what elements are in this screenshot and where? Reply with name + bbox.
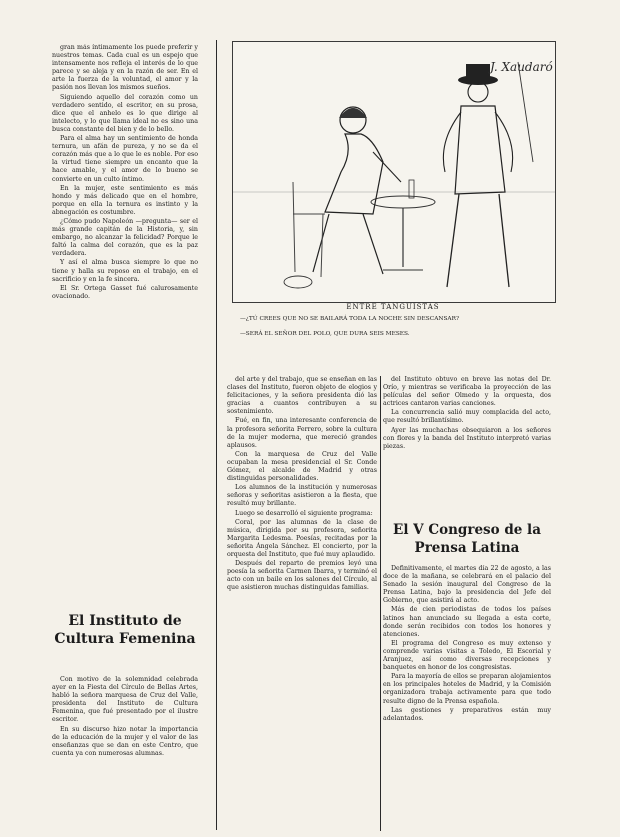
- cartoon-caption-line: —SERÁ EL SEÑOR DEL POLO, QUE DURA SEIS MESES.: [240, 331, 410, 337]
- paragraph: Más de cien periodistas de todos los países latinos han anunciado su llegada a esta corte, donde serán recibidos con todos los honores y atenciones.: [383, 606, 551, 638]
- paragraph: Los alumnos de la institución y numerosas señoras y señoritas asistieron a la fiesta, que resultó muy brillante.: [227, 484, 377, 508]
- paragraph: En su discurso hizo notar la importancia de la educación de la mujer y el valor de las enseñanzas que se dan en este Centro, que cuenta ya con numerosas alumnas.: [52, 725, 198, 757]
- paragraph: Y así el alma busca siempre lo que no tiene y halla su reposo en el trabajo, en el sacrificio y en la fe sincera.: [52, 259, 198, 283]
- paragraph: El Sr. Ortega Gasset fué calurosamente ovacionado.: [52, 284, 198, 300]
- cartoon-illustration: [232, 41, 556, 303]
- paragraph: Para el alma hay un sentimiento de honda ternura, un afán de pureza, y no se da el corazón más que a lo que le es noble. Por eso la virtud tiene siempre un encanto que la hace amable, y el amor de lo bueno se convierte en un culto íntimo.: [52, 135, 198, 183]
- paragraph: Con motivo de la solemnidad celebrada ayer en la Fiesta del Círculo de Bellas Artes, habló la señora marquesa de Cruz del Valle, presidenta del Instituto de Cultura Femenina, que fué presentado por el ilustre escritor.: [52, 676, 198, 724]
- paragraph: del Instituto obtuvo en breve las notas del Dr. Orío, y mientras se verificaba la proyección de las películas del señor Olmedo y la orquesta, dos actrices cantaron varias canciones.: [383, 376, 551, 408]
- paragraph: Las gestiones y preparativos están muy adelantados.: [383, 706, 551, 722]
- paragraph: Definitivamente, el martes día 22 de agosto, a las doce de la mañana, se celebrará en el palacio del Senado la sesión inaugural del Congreso de la Prensa Latina, bajo la presidencia del Jefe del Gobierno, que asistirá al acto.: [383, 565, 551, 605]
- paragraph: ¿Cómo pudo Napoleón —pregunta— ser el más grande capitán de la Historia, y, sin embargo, no alcanzar la felicidad? Porque le faltó la calma del corazón, que es la paz verdadera.: [52, 217, 198, 258]
- paragraph: gran más íntimamente los puede preferir y nuestros temas. Cada cual es un espejo que intensamente nos refleja el interés de lo que parece y se aleja y en la razón de ser. En el arte la fuerza de la voluntad, el amor y la pasión nos llevan los mismos sueños.: [52, 44, 198, 92]
- paragraph: Después del reparto de premios leyó una poesía la señorita Carmen Ibarra, y terminó el acto con un baile en los salones del Círculo, al que asistieron muchas distinguidas familias.: [227, 560, 377, 592]
- paragraph: Siguiendo aquello del corazón como un verdadero sentido, el escritor, en su prosa, dice que el anhelo es lo que dirige al intelecto, y lo que llama ideal no es sino una busca constante del bien y de lo bello.: [52, 93, 198, 133]
- cartoon-caption-line: —¿TÚ CREES QUE NO SE BAILARÁ TODA LA NOCHE SIN DESCANSAR?: [240, 316, 460, 322]
- paragraph: La concurrencia salió muy complacida del acto, que resultó brillantísimo.: [383, 409, 551, 425]
- paragraph: El programa del Congreso es muy extenso y comprende varias visitas a Toledo, El Escorial y Aranjuez, así como diversas recepciones y banquetes en honor de los congresistas.: [383, 639, 551, 672]
- paragraph: Con la marquesa de Cruz del Valle ocupaban la mesa presidencial el Sr. Conde Gómez, el alcalde de Madrid y otras distinguidas personalidades.: [227, 450, 377, 483]
- cartoon-caption-title: ENTRE TANGUISTAS: [346, 303, 440, 311]
- middle-article-column: [227, 376, 377, 831]
- paragraph: Ayer las muchachas obsequiaron a los señores con flores y la banda del Instituto interpretó varias piezas.: [383, 426, 551, 450]
- paragraph: Coral, por las alumnas de la clase de música, dirigida por su profesora, señorita Margarita Ledesma. Poesías, recitadas por la señorita Ángela Sánchez. El concierto, por la orquesta del Instituto, que fué muy aplaudido.: [227, 518, 377, 558]
- right-article-column: [383, 376, 551, 516]
- column-divider: [380, 376, 381, 831]
- paragraph: Fué, en fin, una interesante conferencia de la profesora señorita Ferrero, sobre la cultura de la mujer moderna, que mereció grandes aplausos.: [227, 417, 377, 449]
- instituto-article-body: [52, 676, 198, 831]
- left-article-column: [52, 44, 198, 600]
- section-heading-instituto: El Instituto de Cultura Femenina: [54, 613, 196, 647]
- tango-dancers-drawing: [233, 42, 555, 302]
- section-heading-congreso: El V Congreso de la Prensa Latina: [393, 522, 541, 556]
- artist-signature: J. Xaudaró: [490, 60, 553, 74]
- column-divider: [216, 40, 217, 830]
- paragraph: Luego se desarrolló el siguiente programa:: [235, 509, 373, 517]
- paragraph: Para la mayoría de ellos se preparan alojamientos en los principales hoteles de Madrid, y la Comisión organizadora trabaja activamente para que todo resulte digno de la Prensa española.: [383, 673, 551, 705]
- paragraph: del arte y del trabajo, que se enseñan en las clases del Instituto, fueron objeto de elogios y felicitaciones, y la señora presidenta dió las gracias a cuantos contribuyen a su sostenimiento.: [227, 376, 377, 416]
- paragraph: En la mujer, este sentimiento es más hondo y más delicado que en el hombre, porque en ella la ternura es instinto y la abnegación es costumbre.: [52, 184, 198, 216]
- congreso-article-body: [383, 565, 551, 833]
